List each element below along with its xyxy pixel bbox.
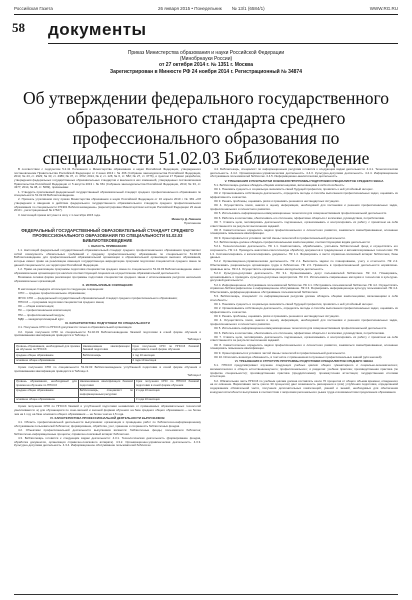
section-heading: IV. ХАРАКТЕРИСТИКА ПРОФЕССИОНАЛЬНОЙ ДЕЯТЕЛЬНОСТИ ВЫПУСКНИКОВ xyxy=(50,415,165,420)
right-column xyxy=(210,168,398,592)
table-header-cell: Срок получения СПО по ППССЗ базовой подготовки в очной форме обучения xyxy=(132,343,199,352)
abbreviation: ФГОС СПО — федеральный государственный образовательный стандарт среднего профессионального образования; xyxy=(18,295,178,300)
bottom-rule xyxy=(14,594,398,595)
competency-item: ОК 3. Решать проблемы, оценивать риски и принимать решения в нестандартных ситуациях. xyxy=(214,314,340,319)
competency-item: ОК 10. Исполнять воинскую обязанность, в том числе с применением полученных профессиональных знаний (для юношей). xyxy=(214,354,383,359)
paragraph: 6.1. ППССЗ предусматривает изучение следующих учебных циклов: общего гуманитарного и социально-экономического; математического и общего естественнонаучного; профессионального; и разделов: учебная практика; производственная практика (по профилю специальности); производственная практика (преддипломная); промежуточная аттестация; государственная итоговая аттестация. xyxy=(210,363,398,379)
paragraph: 1. Утвердить прилагаемый федеральный государственный образовательный стандарт среднего профессионального образования по специальности 51.02.03 Библиотековедение. xyxy=(14,189,201,198)
table-row xyxy=(15,397,201,403)
competency-item: ОК 4. Осуществлять поиск, анализ и оценку информации, необходимой для постановки и решения профессиональных задач, профессионального и личностного развития. xyxy=(210,203,398,212)
competency-item: ОК 2. Организовывать собственную деятельность, определять методы и способы выполнения профессиональных задач, оценивать их эффективность и качество. xyxy=(210,306,398,314)
competency-item: ОК 8. Самостоятельно определять задачи профессионального и личностного развития, заниматься самообразованием, осознанно планировать повышение квалификации. xyxy=(210,342,398,351)
competency-item: ОК 4. Осуществлять поиск, анализ и оценку информации, необходимой для постановки и решения профессиональных задач, профессионального и личностного развития. xyxy=(210,318,398,327)
table-header-cell: Наименование квалификации базовой подготовки xyxy=(79,379,133,387)
table-cell: Библиотекарь, специалист по информационным ресурсам xyxy=(79,388,133,396)
competency-item: ОК 3. Решать проблемы, оценивать риски и принимать решения в нестандартных ситуациях. xyxy=(214,199,340,204)
paragraph: 4.1. Область профессиональной деятельности выпускников: организация и проведение работ по библиотечно-информационному обслуживанию пользователей библиотек; формирование, обработка, учет, хранение и сохранность библиотечных фондов. xyxy=(14,420,201,428)
table-cell: основное общее образование xyxy=(15,397,79,403)
signature: Министр Д. Ливанов xyxy=(171,216,201,221)
paragraph: В настоящем стандарте используются следующие сокращения: xyxy=(18,287,104,291)
competency-item: ОК 6. Работать в коллективе, обеспечивать его сплочение, эффективно общаться с коллегами, руководством, потребителями. xyxy=(214,215,385,220)
table-caption: Таблица 2 xyxy=(187,373,201,378)
table-cell: 2 года 10 месяцев xyxy=(131,358,200,364)
competency-group: 5.2.1. Технологическая деятельность. ПК 1.1. Комплектовать, обрабатывать, учитывать библиотечный фонд и осуществлять его сохранность. ПК 1.2. Проводить аналитико-синтетическую обработку документов в традиционных и автоматизированных технологиях. ПК 1.3. Систематизировать и каталогизировать документы. ПК 1.4. Формировать и вести справочно-поисковый аппарат библиотеки, базы данных. xyxy=(210,244,398,260)
issue-number: № 13/1 (6584/1) xyxy=(231,5,265,11)
competency-item: ОК 8. Самостоятельно определять задачи профессионального и личностного развития, заниматься самообразованием, осознанно планировать повышение квалификации. xyxy=(210,227,398,236)
table-caption: Таблица 1 xyxy=(187,337,201,342)
paragraph: Сроки получения СПО по ППССЗ базовой и углубленной подготовки независимо от применяемых образовательных технологий увеличиваются: а) для обучающихся по очно-заочной и заочной формам обучения: на базе среднего общего образования — не более чем на 1 год; на базе основного общего образования — не более чем на 1,5 года. xyxy=(14,404,201,416)
document-headline: Об утверждении федерального государственного образовательного стандарта среднего профессионального образования по специальности 51.02.03 Библиотековедение xyxy=(23,88,389,168)
order-header xyxy=(40,50,372,75)
table-row xyxy=(15,344,201,353)
competency-item: ОК 7. Ставить цели, мотивировать деятельность подчиненных, организовывать и контролировать их работу с принятием на себя ответственности за результат выполнения заданий. xyxy=(210,219,398,228)
order-issuer: Приказ Министерства образования и науки Российской Федерации xyxy=(127,50,285,56)
competency-item: ОК 2. Организовывать собственную деятельность, определять методы и способы выполнения профессиональных задач, оценивать их эффективность и качество. xyxy=(210,191,398,199)
competency-item: ОК 5. Использовать информационно-коммуникационные технологии для совершенствования профессиональной деятельности. xyxy=(214,326,388,331)
issue-date: 26 января 2015 • Понедельник xyxy=(157,5,222,11)
paragraph: 3.1. Получение СПО по ППССЗ допускается только в образовательной организации. xyxy=(18,325,133,330)
paragraph: 6.2. Обязательная часть ППССЗ по учебным циклам должна составлять около 70 процентов от общего объема времени, отведенного на их освоение. Вариативная часть (около 30 процентов) дает возможность расширения и (или) углубления подготовки, определяемой содержанием обязательной части, получения дополнительных компетенций, умений и знаний, необходимых для обеспечения конкурентоспособности выпускника в соответствии с запросами регионального рынка труда и возможностями продолжения образования. xyxy=(210,378,398,394)
paragraph: 5.2. Библиотекарь должен обладать профессиональными компетенциями, соответствующими видам деятельности: xyxy=(214,239,371,244)
top-bar xyxy=(14,4,398,12)
competency-group: 5.2.2. Организационно-управленческая деятельность. ПК 2.1. Выполнять задачи по планированию, учету и отчетности. ПК 2.2. Обеспечивать рациональную организацию труда в библиотеке. ПК 2.3. Применять в профессиональной деятельности нормативно-правовые акты. ПК 2.4. Осуществлять организационно-методическую деятельность. xyxy=(210,259,398,271)
paragraph: 2. Признать утратившим силу приказ Министерства образования и науки Российской Федерации от 16 апреля 2010 г. № 381 «Об утверждении и введении в действие федерального государственного образовательного стандарта среднего профессионального образования по специальности 071901 Библиотековедение» (зарегистрирован Министерством юстиции Российской Федерации 23 июня 2010 г., регистрационный № 17627). xyxy=(14,197,201,213)
table-header-cell: Срок получения СПО по ППССЗ базовой подготовки в очной форме обучения xyxy=(135,379,199,387)
paragraph: 3. Настоящий приказ вступает в силу с 1 сентября 2015 года. xyxy=(18,212,101,217)
table-header-cell: Уровень образования, необходимый для приема на обучение по ППССЗ xyxy=(16,379,77,387)
competency-item: ОК 1. Понимать сущность и социальную значимость своей будущей профессии, проявлять к ней устойчивый интерес. xyxy=(214,187,374,192)
abbreviation: ОК — общая компетенция; xyxy=(18,304,55,308)
standard-title: ФЕДЕРАЛЬНЫЙ ГОСУДАРСТВЕННЫЙ ОБРАЗОВАТЕЛЬНЫЙ СТАНДАРТ СРЕДНЕГО ПРОФЕССИОНАЛЬНОГО ОБРАЗОВАНИЯ ПО СПЕЦИАЛЬНОСТИ 51.02.03 БИБЛИОТЕКОВЕДЕНИЕ xyxy=(21,227,194,243)
section-title: документы xyxy=(48,20,147,39)
order-date: от 27 октября 2014 г. № 1351 г. Москва xyxy=(159,62,253,69)
duration-table-basic xyxy=(14,343,201,364)
abbreviation: ППССЗ — программа подготовки специалистов среднего звена; xyxy=(18,299,105,304)
paragraph: 1.2. Право на реализацию программы подготовки специалистов среднего звена по специальности 51.02.03 Библиотековедение имеет образовательная организация при наличии соответствующей лицензии на осуществление образовательной деятельности. xyxy=(14,266,201,275)
competency-group: 5.2.3. Культурно-досуговая деятельность. ПК 3.1. Организовывать досуг пользователей библиотеки. ПК 3.2. Планировать, организовывать и проводить культурно-досуговые мероприятия. ПК 3.3. Использовать современные методики и технологии в культурно-досуговой деятельности. xyxy=(210,270,398,283)
paragraph: 5.1. Библиотекарь должен обладать общими компетенциями, включающими в себя способность: xyxy=(214,182,345,187)
table-row xyxy=(15,379,201,388)
paragraph: Возможна сетевая форма реализации программы подготовки специалистов среднего звена с использованием ресурсов нескольких образовательных организаций. xyxy=(14,274,201,283)
table-cell: 2 года 10 месяцев xyxy=(134,388,200,397)
abbreviation: ПК — профессиональная компетенция; xyxy=(18,308,72,313)
section-heading: VI. ТРЕБОВАНИЯ К СТРУКТУРЕ ПРОГРАММЫ ПОДГОТОВКИ СПЕЦИАЛИСТОВ СРЕДНЕГО ЗВЕНА xyxy=(234,359,374,364)
competency-group: 5.2.4. Информационное обслуживание пользователей библиотек. ПК 4.1. Обслуживать пользователей библиотек. ПК 4.2. Осуществлять справочно-библиографическое и информационное обслуживание. ПК 4.3. Формировать информационную культуру пользователей. ПК 4.4. Обеспечивать дифференцированное обслуживание пользователей библиотеки. xyxy=(210,282,398,294)
competency-item: ОК 9. Ориентироваться в условиях частой смены технологий в профессиональной деятельности. xyxy=(214,235,346,240)
table-row xyxy=(15,358,201,364)
appendix-label: Приложение xyxy=(184,221,201,226)
section-heading: V. ТРЕБОВАНИЯ К РЕЗУЛЬТАТАМ ОСВОЕНИЯ ПРОГРАММЫ ПОДГОТОВКИ СПЕЦИАЛИСТОВ СРЕДНЕГО ЗВЕНА xyxy=(224,178,384,183)
abbreviation: ПМ — профессиональный модуль; xyxy=(18,312,65,317)
left-column xyxy=(14,168,201,592)
abbreviation: МДК — междисциплинарный курс. xyxy=(18,316,65,321)
site-url[interactable]: WWW.RG.RU xyxy=(369,5,398,11)
competency-item: ОК 5. Использовать информационно-коммуникационные технологии для совершенствования профессиональной деятельности. xyxy=(214,211,388,216)
paragraph: Сроки получения СПО по специальности 51.02.03 Библиотековедение углубленной подготовки в очной форме обучения и присваиваемая квалификация приводятся в Таблице 2. xyxy=(14,365,201,373)
section-heading: I. ОБЛАСТЬ ПРИМЕНЕНИЯ xyxy=(88,243,127,248)
table-cell: среднее общее образование xyxy=(15,353,82,359)
order-registration: Зарегистрирован в Минюсте РФ 24 ноября 2014 г. Регистрационный № 34874 xyxy=(109,68,302,75)
order-issuer-abbr: (Минобрнауки России) xyxy=(179,56,233,63)
paragraph: 5.3. Библиотекарь, специалист по информационным ресурсам должен обладать общими компетенциями, включающими в себя способность: xyxy=(210,294,398,302)
table-header-cell: Наименование квалификации базовой подготовки xyxy=(82,343,130,352)
table-row xyxy=(15,388,201,397)
paragraph: 4.3. Библиотекарь готовится к следующим видам деятельности: 4.3.1. Технологическая деятельность (формирование фондов, обработка документов, организация справочно-поискового аппарата). 4.3.2. Организационно-управленческая деятельность. 4.3.3. Культурно-досуговая деятельность. 4.3.4. Информационное обслуживание пользователей библиотек. xyxy=(14,436,201,448)
duration-table-advanced xyxy=(14,379,201,404)
paragraph: 3.2. Сроки получения СПО по специальности 51.02.03 Библиотековедение базовой подготовки в очной форме обучения и присваиваемая квалификация приводятся в Таблице 1. xyxy=(14,329,201,338)
competency-item: ОК 9. Ориентироваться в условиях частой смены технологий в профессиональной деятельности. xyxy=(214,350,346,355)
table-cell: 1 год 10 месяцев xyxy=(131,353,200,359)
table-header-cell: Уровень образования, необходимый для приема на обучение по ППССЗ xyxy=(16,343,80,352)
competency-item: ОК 7. Ставить цели, мотивировать деятельность подчиненных, организовывать и контролировать их работу с принятием на себя ответственности за результат выполнения заданий. xyxy=(210,334,398,343)
page-number: 58 xyxy=(12,20,25,35)
top-rule xyxy=(14,14,398,15)
table-cell: 3 года 10 месяцев xyxy=(134,397,200,403)
table-cell xyxy=(81,358,131,364)
section-heading: III. ХАРАКТЕРИСТИКА ПОДГОТОВКИ ПО СПЕЦИАЛЬНОСТИ xyxy=(65,321,150,325)
publication-name: Российская Газета xyxy=(14,5,53,11)
section-rule xyxy=(48,43,398,44)
section-heading: II. ИСПОЛЬЗУЕМЫЕ СОКРАЩЕНИЯ xyxy=(82,282,133,287)
paragraph: 1.1. Настоящий федеральный государственный образовательный стандарт среднего профессионального образования представляет собой совокупность обязательных требований к среднему профессиональному образованию по специальности 51.02.03 Библиотековедение для профессиональной образовательной организации и образовательной организации высшего образования, которые имеют право на реализацию имеющих государственную аккредитацию программ подготовки специалистов среднего звена по данной специальности, на территории Российской Федерации. xyxy=(14,248,201,267)
paragraph: 4.4. Библиотекарь, специалист по информационным ресурсам готовится к следующим видам деятельности: 4.4.1. Технологическая деятельность. 4.4.2. Организационно-управленческая деятельность. 4.4.3. Культурно-досуговая деятельность. 4.4.4. Информационное обслуживание пользователей библиотек. 4.4.5. Информационно-аналитическая деятельность. xyxy=(210,168,398,179)
table-cell: основное общее образование xyxy=(15,358,82,364)
abbreviation: СПО — среднее профессиональное образование; xyxy=(18,291,86,296)
intro-paragraph: В соответствии с подпунктом 5.2.41 Положения о Министерстве образования и науки Российской Федерации, утвержденного постановлением Правительства Российской Федерации от 3 июня 2013 г. № 466 (Собрание законодательства Российской Федерации, 2013, № 23, ст. 2923; № 33, ст. 4386; № 37, ст. 4702; 2014, № 2, ст. 126; № 6, ст. 582; № 27, ст. 3776), и пунктом 17 Правил разработки, утверждения федеральных государственных образовательных стандартов и внесения в них изменений, утвержденных постановлением Правительства Российской Федерации от 5 августа 2013 г. № 661 (Собрание законодательства Российской Федерации, 2013, № 33, ст. 4377; 2014, № 38, ст. 5069), приказываю: xyxy=(14,168,201,190)
paragraph: 4.2. Объектами профессиональной деятельности выпускников являются: библиотечные фонды; пользователи библиотек; библиотечно-информационные процессы; справочно-поисковый аппарат библиотеки. xyxy=(14,428,201,436)
table-cell xyxy=(78,397,134,403)
table-cell: Библиотекарь xyxy=(81,353,131,359)
competency-item: ОК 6. Работать в коллективе, обеспечивать его сплочение, эффективно общаться с коллегами, руководством, потребителями. xyxy=(214,330,385,335)
table-cell: среднее общее образование xyxy=(15,388,79,397)
competency-item: ОК 1. Понимать сущность и социальную значимость своей будущей профессии, проявлять к ней устойчивый интерес. xyxy=(214,302,374,306)
